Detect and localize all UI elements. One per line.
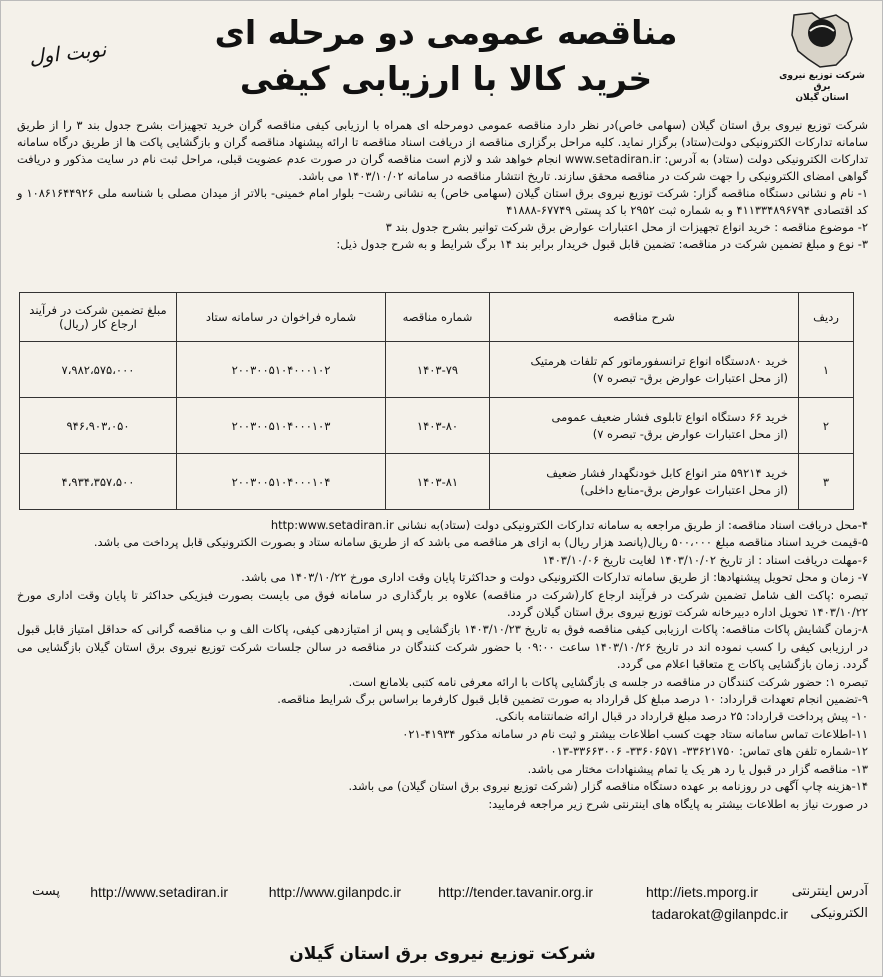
row-guarantee: ۹۴۶،۹۰۳،۰۵۰ — [20, 398, 177, 454]
header-guarantee: مبلغ تضمین شرکت در فرآیند ارجاع کار (ریال) — [20, 293, 177, 342]
table-row — [20, 398, 854, 454]
page-title-line1: مناقصه عمومی دو مرحله ای — [214, 13, 678, 52]
header-tender-number: شماره مناقصه — [386, 293, 490, 342]
row-description-line1: خرید ۵۹۲۱۴ متر انواع کابل خودنگهدار فشار ضعیف — [546, 465, 788, 480]
clause-4: ۴-محل دریافت اسناد مناقصه: از طریق مراجعه به سامانه تدارکات الکترونیکی دولت (ستاد)به نشانی http:www.setadiran.ir — [270, 518, 868, 532]
table-header-row — [20, 293, 854, 342]
row-tender-number: ۱۴۰۳-۸۱ — [386, 454, 490, 510]
row-guarantee: ۷،۹۸۲،۵۷۵،۰۰۰ — [20, 342, 177, 398]
row-number: ۲ — [799, 398, 854, 454]
row-tender-number: ۱۴۰۳-۷۹ — [386, 342, 490, 398]
clause-7-note: تبصره :پاکت الف شامل تضمین شرکت در فرآیند ارجاع کار(شرکت در مناقصه) علاوه بر بارگذاری در سامانه فوق می بایست بصورت فیزیکی حداکثر تا پایان وقت اداری مورخ ۱۴۰۳/۱۰/۲۲ تحویل اداره دبیرخانه شرکت توزیع نیروی برق استان گیلان گردد. — [17, 587, 868, 620]
row-description-line2: (از محل اعتبارات عوارض برق- تبصره ۷) — [592, 370, 788, 385]
post-label: پست — [32, 884, 60, 899]
internet-addresses-row — [17, 884, 868, 906]
row-description — [490, 398, 799, 454]
clause-6: ۶-مهلت دریافت اسناد : از تاریخ ۱۴۰۳/۱۰/۰۲ لغایت تاریخ ۱۴۰۳/۱۰/۰۶ — [542, 552, 868, 567]
clause-10: ۱۰- پیش پرداخت قرارداد: ۲۵ درصد مبلغ قرارداد در قبال ارائه ضمانتنامه بانکی. — [495, 709, 868, 724]
clause-2: ۲- موضوع مناقصه : خرید انواع تجهیزات از محل اعتبارات عوارض برق شرکت توانیر بشرح جدول بند ۳ — [385, 220, 868, 234]
more-info-line: در صورت نیاز به اطلاعات بیشتر به پایگاه های اینترنتی شرح زیر مراجعه فرمایید: — [488, 796, 868, 811]
row-guarantee: ۴،۹۳۴،۳۵۷،۵۰۰ — [20, 454, 177, 510]
clause-11: ۱۱-اطلاعات تماس سامانه ستاد جهت کسب اطلاعات بیشتر و ثبت نام در سامانه مذکور ۴۱۹۳۴-۰۲۱ — [402, 726, 868, 741]
row-description-line1: خرید ۸۰دستگاه انواع ترانسفورماتور کم تلفات هرمتیک — [530, 353, 788, 368]
table-row — [20, 454, 854, 510]
clause-13: ۱۳- مناقصه گزار در قبول یا رد هر یک یا تمام پیشنهادات مختار می باشد. — [527, 761, 868, 776]
row-description-line1: خرید ۶۶ دستگاه انواع تابلوی فشار ضعیف عمومی — [551, 409, 788, 424]
intro-block — [17, 117, 868, 253]
row-call-number: ۲۰۰۳۰۰۵۱۰۴۰۰۰۱۰۲ — [177, 342, 386, 398]
row-call-number: ۲۰۰۳۰۰۵۱۰۴۰۰۰۱۰۳ — [177, 398, 386, 454]
logo-company-line1: شرکت توزیع نیروی برق — [779, 71, 865, 92]
email-label: الکترونیکی — [810, 906, 868, 921]
logo-company-line2: استان گیلان — [795, 93, 849, 103]
intro-paragraph: شرکت توزیع نیروی برق استان گیلان (سهامی خاص)در نظر دارد مناقصه عمومی دومرحله ای همراه با ارزیابی کیفی مناقصه گران خرید تجهیزات بشرح جدول بند ۳ را از طریق سامانه تدارکات الکترونیکی دولت(ستاد) برگزار نماید. کلیه مراحل برگزاری مناقصه از دریافت اسناد مناقصه تا ارائه پیشنهاد مناقصه گران و بازگشایی پاکت ها از طریق درگاه سامانه تدارکات الکترونیکی دولت (ستاد) به آدرس: www.setadiran.ir انجام خواهد شد و لازم است مناقصه گران در صورت عدم عضویت قبلی، مراحل ثبت نام در سایت مذکور و دریافت گواهی امضای الکترونیکی را جهت شرکت در مناقصه محقق سازند. تاریخ انتشار مناقصه در سامانه ۱۴۰۳/۱۰/۰۲ می باشد. — [17, 118, 869, 183]
row-number: ۳ — [799, 454, 854, 510]
clause-3: ۳- نوع و مبلغ تضمین شرکت در مناقصه: تضمین قابل قبول خریدار برابر بند ۱۴ برگ شرایط و به شرح جدول ذیل: — [336, 237, 868, 251]
iran-map-logo-icon — [786, 9, 858, 71]
clause-1: ۱- نام و نشانی دستگاه مناقصه گزار: شرکت توزیع نیروی برق استان گیلان (سهامی خاص) به نشانی رشت– بلوار امام خمینی- بالاتر از میدان مصلی با شناسه ملی ۱۰۸۶۱۶۴۴۹۲۶ و کد اقتصادی ۴۱۱۳۳۴۸۹۶۷۹۴ و به شماره ثبت ۲۹۵۲ با کد پستی ۶۷۷۴۹-۴۱۸۸۸ — [17, 186, 868, 217]
header-description: شرح مناقصه — [490, 293, 799, 342]
clause-8: ۸-زمان گشایش پاکات مناقصه: پاکات ارزیابی کیفی مناقصه فوق به تاریخ ۱۴۰۳/۱۰/۲۳ بازگشایی و پس از امتیازدهی کیفی، پاکات الف و ب مناقصه گرانی که حداقل امتیاز قابل قبول در ارزیابی کیفی را کسب نموده اند در تاریخ ۱۴۰۳/۱۰/۲۶ ساعت ۰۹:۰۰ با حضور شرکت کنندگان در مناقصه در سالن جلسات شرکت توزیع نیروی برق استان گیلان بازگشایی می گردد. زمان بازگشایی پاکات ج متعاقبا اعلام می گردد. — [17, 622, 868, 672]
clause-9: ۹-تضمین انجام تعهدات قرارداد: ۱۰ درصد مبلغ کل قرارداد به صورت تضمین قابل قبول کارفرما براساس برگ شرایط مناقصه. — [277, 692, 868, 707]
row-call-number: ۲۰۰۳۰۰۵۱۰۴۰۰۰۱۰۴ — [177, 454, 386, 510]
clause-5: ۵-قیمت خرید اسناد مناقصه مبلغ ۵۰۰،۰۰۰ ریال(پانصد هزار ریال) به ازای هر مناقصه می باشد که از طریق سامانه ستاد و بصورت الکترونیکی قابل پرداخت می باشد. — [93, 535, 868, 550]
clauses-block — [17, 517, 868, 813]
email-row — [17, 906, 868, 928]
table-row — [20, 342, 854, 398]
row-description — [490, 454, 799, 510]
email-link[interactable]: tadarokat@gilanpdc.ir — [651, 906, 788, 922]
tender-table — [19, 292, 854, 510]
row-tender-number: ۱۴۰۳-۸۰ — [386, 398, 490, 454]
round-label: نوبت اول — [27, 37, 108, 69]
url-setadiran-link[interactable]: http://www.setadiran.ir — [90, 884, 228, 900]
url-tender-link[interactable]: http://tender.tavanir.org.ir — [438, 884, 593, 900]
footer-company-name: شرکت توزیع نیروی برق استان گیلان — [289, 944, 596, 964]
row-description — [490, 342, 799, 398]
header-call-number: شماره فراخوان در سامانه ستاد — [177, 293, 386, 342]
row-number: ۱ — [799, 342, 854, 398]
page-title-line2: خرید کالا با ارزیابی کیفی — [239, 59, 653, 98]
header-row-number: ردیف — [799, 293, 854, 342]
clause-8-note: تبصره ۱: حضور شرکت کنندگان در مناقصه در جلسه ی بازگشایی پاکات با ارائه معرفی نامه کتبی بلامانع است. — [348, 674, 868, 689]
clause-12: ۱۲-شماره تلفن های تماس: ۳۳۶۲۱۷۵۰- ۳۳۶۰۶۵۷۱- ۳۳۶۶۳۰۰۶-۰۱۳ — [550, 744, 868, 759]
internet-address-label: آدرس اینترنتی — [791, 884, 868, 899]
company-logo — [774, 9, 870, 105]
clause-14: ۱۴-هزینه چاپ آگهی در روزنامه بر عهده دستگاه مناقصه گزار (شرکت توزیع نیروی برق استان گیلان) می باشد. — [348, 779, 868, 794]
url-gilanpdc-link[interactable]: http://www.gilanpdc.ir — [268, 884, 401, 900]
row-description-line2: (از محل اعتبارات عوارض برق-منابع داخلی) — [580, 482, 788, 497]
row-description-line2: (از محل اعتبارات عوارض برق- تبصره ۷) — [592, 426, 788, 441]
clause-7: ۷- زمان و محل تحویل پیشنهادها: از طریق سامانه تدارکات الکترونیکی دولت و حداکثرتا پایان وقت اداری مورخ ۱۴۰۳/۱۰/۲۲ می باشد. — [241, 570, 868, 585]
url-iets-link[interactable]: http://iets.mporg.ir — [645, 884, 758, 900]
